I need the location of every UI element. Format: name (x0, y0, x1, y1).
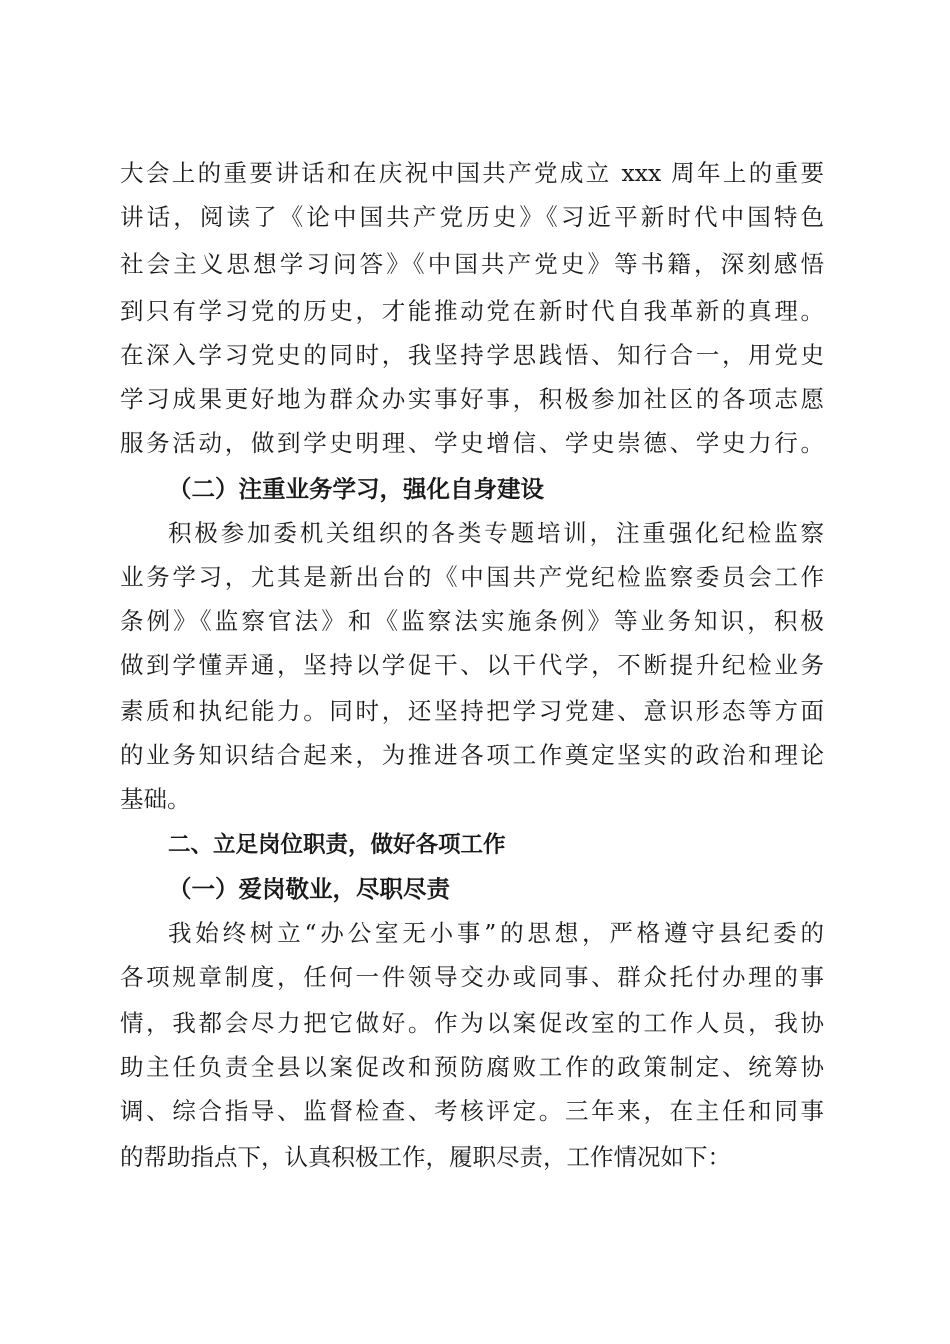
text-line: 到只有学习党的历史，才能推动党在新时代自我革新的真理。 (120, 297, 824, 325)
text-line: 基础。 (120, 785, 191, 813)
text-line: 讲话，阅读了《论中国共产党历史》《习近平新时代中国特色 (120, 203, 824, 231)
section-heading-job-duties: 二、立足岗位职责，做好各项工作 (168, 832, 506, 858)
text-line: 调、综合指导、监督检查、考核评定。三年来，在主任和同事 (120, 1097, 824, 1125)
text-line: 的业务知识结合起来，为推进各项工作奠定坚实的政治和理论 (120, 741, 824, 769)
text-line: 素质和执纪能力。同时，还坚持把学习党建、意识形态等方面 (120, 697, 824, 725)
text-line: 服务活动，做到学史明理、学史增信、学史崇德、学史力行。 (120, 429, 824, 457)
text-line: 我始终树立“办公室无小事”的思想，严格遵守县纪委的 (168, 919, 824, 947)
subheading-dedication: （一）爱岗敬业，尽职尽责 (168, 875, 450, 903)
text-line: 学习成果更好地为群众办实事好事，积极参加社区的各项志愿 (120, 385, 824, 413)
subheading-business-study: （二）注重业务学习，强化自身建设 (168, 475, 544, 503)
text-line: 情，我都会尽力把它做好。作为以案促改室的工作人员，我协 (120, 1009, 824, 1037)
text-line: 大会上的重要讲话和在庆祝中国共产党成立 xxx 周年上的重要 (120, 159, 824, 187)
text-line: 助主任负责全县以案促改和预防腐败工作的政策制定、统筹协 (120, 1053, 824, 1081)
text-line: 各项规章制度，任何一件领导交办或同事、群众托付办理的事 (120, 963, 824, 991)
text-line: 在深入学习党史的同时，我坚持学思践悟、知行合一，用党史 (120, 341, 824, 369)
text-line: 积极参加委机关组织的各类专题培训，注重强化纪检监察 (168, 519, 824, 547)
text-line: 业务学习，尤其是新出台的《中国共产党纪检监察委员会工作 (120, 563, 824, 591)
text-line: 做到学懂弄通，坚持以学促干、以干代学，不断提升纪检业务 (120, 651, 824, 679)
text-line: 条例》《监察官法》和《监察法实施条例》等业务知识，积极 (120, 607, 824, 635)
text-line: 的帮助指点下，认真积极工作，履职尽责，工作情况如下： (120, 1143, 731, 1171)
text-line: 社会主义思想学习问答》《中国共产党史》等书籍，深刻感悟 (120, 250, 824, 278)
